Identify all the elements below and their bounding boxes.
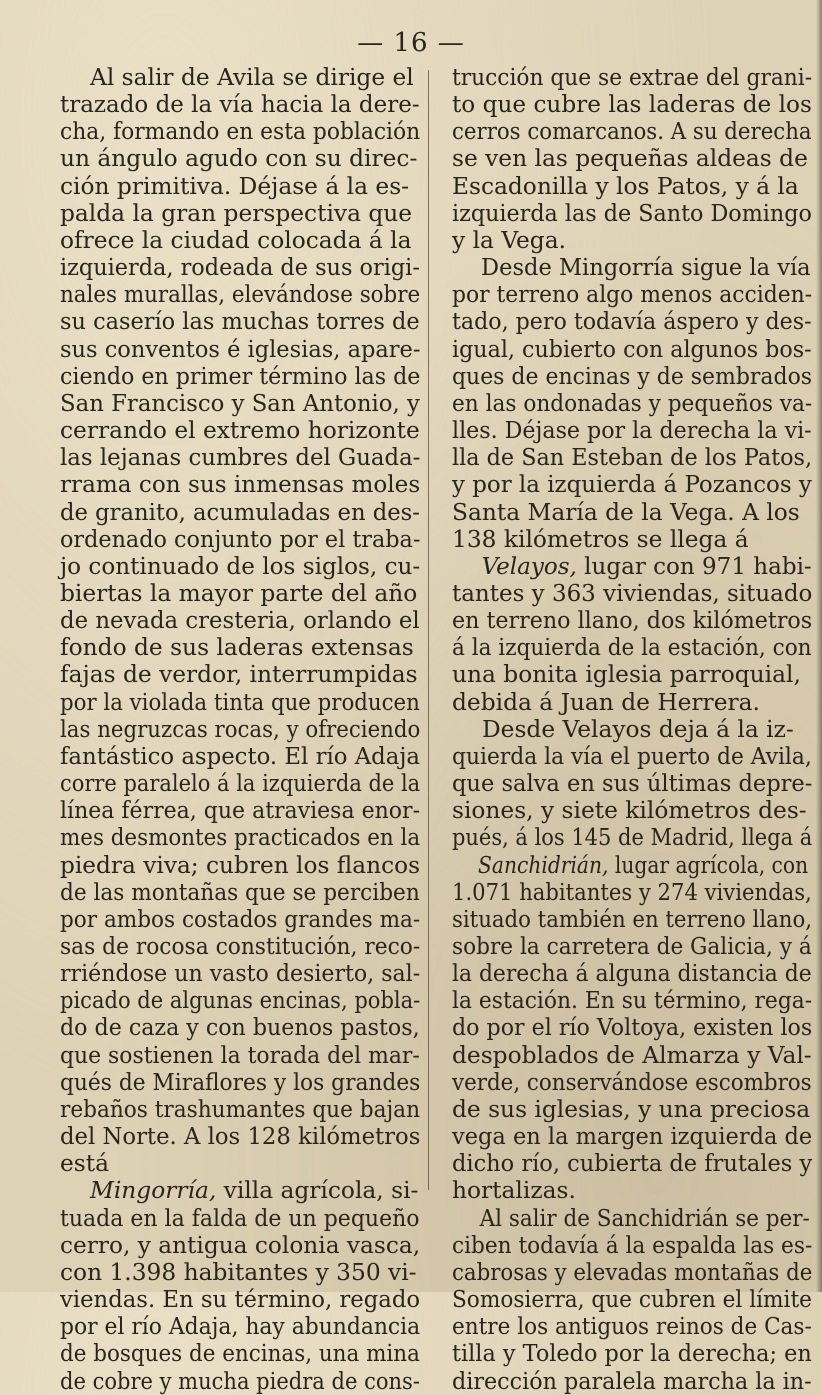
line-text: verde, conservándose escombros [452, 1068, 812, 1096]
left-column [60, 64, 420, 1395]
line-text: en las ondonadas y pequeños va- [452, 389, 813, 417]
text-line [60, 335, 421, 363]
line-text: por la violada tinta que producen [60, 688, 420, 716]
page-edge-shadow [816, 0, 822, 1292]
line-text: corre paralelo á la izquierda de la [60, 770, 421, 798]
line-text: se ven las pequeñas aldeas de [452, 145, 808, 173]
text-line [452, 227, 812, 254]
line-text: do por el río Voltoya, existen los [452, 1014, 813, 1042]
line-text: lugar agrícola, con [608, 851, 809, 879]
text-line [452, 1204, 810, 1232]
line-text: cabrosas y elevadas montañas de [452, 1258, 813, 1286]
text-line [452, 1258, 813, 1286]
text-line [452, 1340, 812, 1368]
line-text: fantástico aspecto. El río Adaja [60, 742, 421, 770]
text-line [60, 91, 420, 119]
line-text: que sostienen la torada del mar- [60, 1041, 420, 1069]
text-line [60, 1014, 420, 1042]
text-line [60, 389, 420, 417]
text-line [452, 742, 812, 770]
text-line [452, 281, 813, 309]
text-line [452, 634, 812, 662]
text-line [60, 1123, 421, 1151]
line-text: las negruzcas rocas, y ofreciendo [60, 715, 421, 743]
text-line [452, 1096, 812, 1123]
text-line [452, 362, 813, 390]
line-text: ción primitiva. Déjase á la es- [60, 172, 410, 200]
text-line [60, 742, 421, 770]
text-line [452, 1123, 813, 1151]
text-line [452, 579, 813, 607]
text-line [452, 797, 812, 824]
text-line [452, 1014, 813, 1042]
line-text: de las montañas que se perciben [60, 878, 420, 906]
text-line [60, 1313, 421, 1341]
line-text: situado también en terreno llano, [452, 905, 812, 933]
line-text: qués de Miraflores y los grandes [60, 1068, 421, 1096]
text-line [60, 552, 421, 580]
line-text: Desde Mingorría sigue la vía [481, 254, 811, 282]
line-text: igual, cubierto con algunos bos- [452, 335, 812, 363]
text-line [60, 444, 421, 472]
line-text: ciben todavía á la espalda las es- [452, 1231, 813, 1259]
text-line [60, 1041, 420, 1069]
line-text: cerrando el extremo horizonte [60, 417, 420, 445]
text-line [60, 498, 420, 526]
line-text: dirección paralela marcha la in- [452, 1367, 812, 1395]
line-text: ques de encinas y de sembrados [452, 362, 813, 390]
line-text: rebaños trashumantes que bajan [60, 1095, 420, 1123]
place-name: Sanchidrián, [478, 851, 609, 879]
line-text: cerros comarcanos. A su derecha [452, 118, 812, 146]
line-text: una bonita iglesia parroquial, [452, 661, 801, 689]
text-line [452, 716, 812, 743]
text-line [452, 199, 812, 227]
line-text: ordenado conjunto por el traba- [60, 525, 421, 553]
line-text: mes desmontes practicados en la [60, 824, 421, 852]
line-text: tado, pero todavía áspero y des- [452, 308, 812, 336]
text-line [60, 824, 421, 852]
text-line [60, 471, 421, 499]
text-line [452, 689, 812, 716]
line-text: de granito, acumuladas en des- [60, 498, 420, 526]
text-line [60, 1340, 420, 1368]
line-text: ciendo en primer término las de [60, 362, 421, 390]
line-text: á la izquierda de la estación, con [452, 634, 812, 662]
text-line [452, 661, 812, 688]
text-line [452, 878, 812, 906]
text-line [60, 118, 421, 146]
text-line [452, 335, 812, 363]
line-text: de bosques de encinas, una mina [60, 1340, 420, 1368]
line-text: jo continuado de los siglos, cu- [60, 552, 421, 580]
line-text: debida á Juan de Herrera. [452, 688, 760, 716]
line-text: lugar con 971 habi- [576, 552, 812, 580]
line-text: do de caza y con buenos pastos, [60, 1014, 420, 1042]
line-text: viendas. En su término, regado [60, 1286, 421, 1314]
line-text: fajas de verdor, interrumpidas [60, 661, 418, 689]
text-line [452, 389, 813, 417]
line-text: quierda la vía el puerto de Avila, [452, 742, 812, 770]
text-line [452, 1042, 812, 1069]
text-line [60, 525, 421, 553]
text-line [452, 308, 812, 336]
text-line [452, 1286, 812, 1314]
text-line [452, 1068, 812, 1096]
text-line [452, 1367, 812, 1395]
line-text: por ambos costados grandes ma- [60, 905, 421, 933]
line-text: y por la izquierda á Pozancos y [452, 471, 812, 499]
text-line [60, 1367, 420, 1395]
text-line [60, 715, 421, 743]
text-line [60, 1286, 421, 1314]
place-name: Mingorría, [90, 1177, 217, 1205]
text-line [452, 987, 813, 1015]
text-line [452, 417, 812, 445]
line-text: piedra viva; cubren los flancos [60, 851, 421, 879]
line-text: picado de algunas encinas, pobla- [60, 987, 421, 1015]
text-line [452, 933, 812, 960]
text-line [60, 362, 421, 390]
place-name: Velayos, [481, 552, 577, 580]
line-text: de cobre y mucha piedra de cons- [60, 1367, 420, 1395]
text-line [60, 1068, 421, 1096]
line-text: hortalizas. [452, 1177, 576, 1205]
text-line [452, 824, 813, 852]
line-text: Santa María de la Vega. A los [452, 498, 800, 526]
text-line [452, 770, 813, 798]
text-line [60, 254, 420, 282]
line-text: trazado de la vía hacia la dere- [60, 91, 420, 119]
text-line [452, 1231, 813, 1259]
text-line [452, 444, 813, 472]
text-line [60, 987, 421, 1015]
line-text: tantes y 363 viviendas, situado [452, 579, 813, 607]
text-line [60, 905, 421, 933]
text-line [452, 1150, 813, 1178]
text-line [60, 933, 421, 960]
text-line [60, 227, 420, 254]
text-line [452, 607, 813, 635]
text-line [60, 607, 420, 635]
line-text: la estación. En su término, rega- [452, 987, 813, 1015]
line-text: por el río Adaja, hay abundancia [60, 1313, 421, 1341]
text-line [60, 852, 419, 879]
line-text: Al salir de Avila se dirige el [90, 64, 414, 91]
text-line [60, 960, 421, 988]
line-text: por terreno algo menos acciden- [452, 281, 813, 309]
line-text: 1.071 habitantes y 274 viviendas, [452, 878, 812, 906]
text-line [60, 1204, 420, 1232]
line-text: sus conventos é iglesias, apare- [60, 335, 421, 363]
page-number: — 16 — [357, 28, 465, 58]
line-text: línea férrea, que atraviesa enor- [60, 797, 421, 825]
line-text: tilla y Toledo por la derecha; en [452, 1340, 812, 1368]
line-text: rriéndose un vasto desierto, sal- [60, 960, 421, 988]
line-text: su caserío las muchas torres de [60, 308, 420, 336]
text-line [60, 1232, 419, 1259]
line-text: lles. Déjase por la derecha la vi- [452, 417, 812, 445]
line-text: de nevada cresteria, orlando el [60, 607, 420, 635]
text-line [60, 770, 421, 798]
line-text: la derecha á alguna distancia de [452, 960, 812, 988]
text-line [60, 308, 420, 336]
right-column [452, 64, 812, 1395]
line-text: entre los antiguos reinos de Cas- [452, 1313, 812, 1341]
text-line [452, 1313, 812, 1341]
line-text: Somosierra, que cubren el límite [452, 1286, 812, 1314]
line-text: Desde Velayos deja á la iz- [482, 715, 794, 743]
text-line [452, 91, 810, 118]
text-line [452, 254, 811, 282]
line-text: izquierda, rodeada de sus origi- [60, 254, 420, 282]
text-line [60, 1259, 420, 1286]
line-text: to que cubre las laderas de los [452, 91, 812, 119]
line-text: de sus iglesias, y una preciosa [452, 1095, 811, 1123]
line-text: las lejanas cumbres del Guada- [60, 444, 421, 472]
text-line [60, 797, 421, 825]
line-text: siones, y siete kilómetros des- [452, 797, 807, 825]
line-text: izquierda las de Santo Domingo [452, 199, 812, 227]
text-line [60, 64, 420, 91]
text-line [452, 960, 812, 988]
text-line [60, 1150, 420, 1177]
line-text: palda la gran perspectiva que [60, 199, 413, 227]
line-text: cha, formando en esta población [60, 118, 421, 146]
line-text: con 1.398 habitantes y 350 vi- [60, 1258, 417, 1286]
text-line [60, 688, 420, 716]
line-text: pués, á los 145 de Madrid, llega á [452, 824, 813, 852]
text-line [452, 173, 812, 200]
line-text: lla de San Esteban de los Patos, [452, 444, 813, 472]
line-text: Escadonilla y los Patos, y á la [452, 172, 799, 200]
line-text: rrama con sus inmensas moles [60, 471, 421, 499]
text-line [60, 1095, 420, 1123]
text-line [60, 200, 420, 227]
text-line [452, 851, 809, 879]
line-text: del Norte. A los 128 kilómetros [60, 1123, 421, 1151]
line-text: un ángulo agudo con su direc- [60, 145, 418, 173]
line-text: despoblados de Almarza y Val- [452, 1041, 812, 1069]
text-line [452, 145, 812, 172]
text-line [452, 526, 812, 553]
line-text: fondo de sus laderas extensas [60, 634, 414, 662]
column-divider [428, 70, 429, 1190]
text-line [452, 552, 812, 580]
text-line [60, 281, 421, 309]
text-line [452, 1177, 812, 1204]
line-text: nales murallas, elevándose sobre [60, 281, 421, 309]
text-line [452, 64, 813, 91]
line-text: villa agrícola, si- [216, 1177, 419, 1205]
text-line [452, 499, 812, 526]
line-text: vega en la margen izquierda de [452, 1123, 813, 1151]
text-line [60, 580, 420, 607]
text-line [60, 878, 420, 906]
line-text: dicho río, cubierta de frutales y [452, 1150, 813, 1178]
line-text: sobre la carretera de Galicia, y á [452, 933, 812, 960]
text-line [60, 145, 420, 172]
line-text: 138 kilómetros se llega á [452, 525, 749, 553]
text-line [60, 634, 420, 661]
text-line [60, 417, 420, 444]
text-line [60, 661, 420, 688]
text-line [452, 118, 812, 146]
line-text: y la Vega. [452, 226, 566, 254]
line-text: biertas la mayor parte del año [60, 579, 418, 607]
line-text: en terreno llano, dos kilómetros [452, 607, 813, 635]
line-text: sas de rocosa constitución, reco- [60, 933, 421, 960]
text-line [60, 1177, 420, 1204]
line-text: que salva en sus últimas depre- [452, 770, 813, 798]
line-text: San Francisco y San Antonio, y [60, 389, 420, 417]
line-text: ofrece la ciudad colocada á la [60, 226, 412, 254]
line-text: Al salir de Sanchidrián se per- [479, 1204, 810, 1232]
text-line [452, 905, 812, 933]
text-line [60, 173, 420, 200]
line-text: está [60, 1150, 109, 1178]
line-text: tuada en la falda de un pequeño [60, 1204, 420, 1232]
text-line [452, 471, 812, 499]
line-text: cerro, y antigua colonia vasca, [60, 1231, 421, 1259]
line-text: trucción que se extrae del grani- [452, 64, 813, 91]
